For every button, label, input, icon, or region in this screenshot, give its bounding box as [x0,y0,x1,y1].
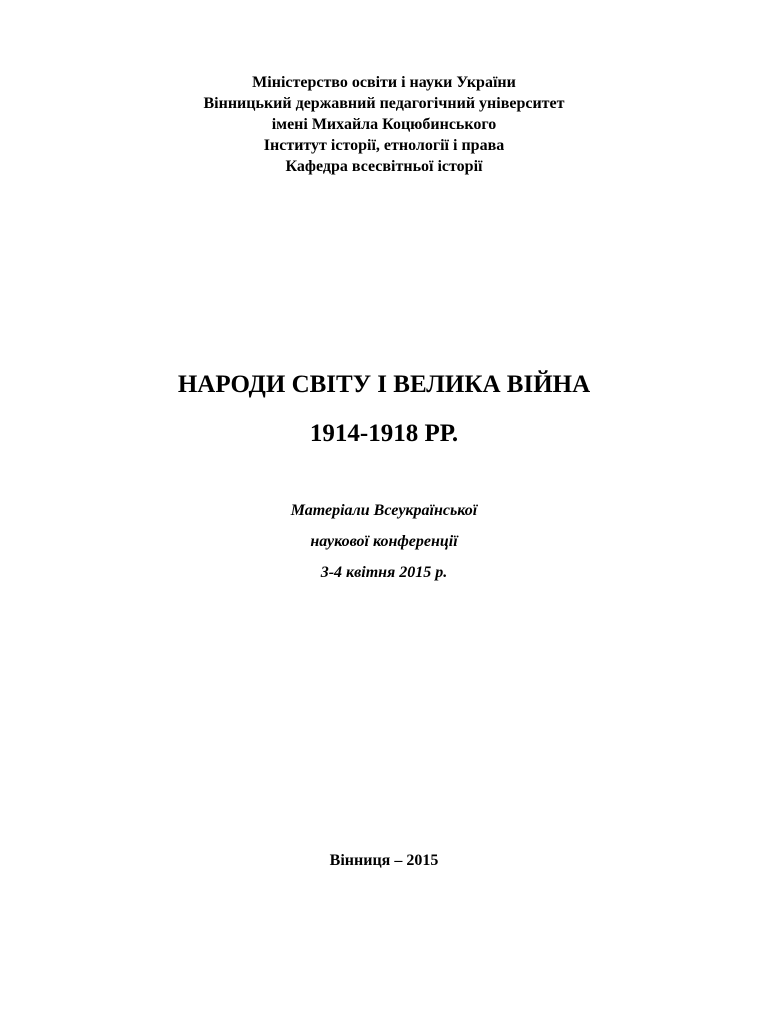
subtitle-line-date: 3-4 квітня 2015 р. [320,564,448,581]
document-title: НАРОДИ СВІТУ І ВЕЛИКА ВІЙНА [177,371,591,398]
department-line: Кафедра всесвітньої історії [285,158,483,175]
institution-header [0,72,768,177]
document-title-years: 1914-1918 РР. [309,420,459,447]
institute-line: Інститут історії, етнології і права [263,137,505,154]
subtitle-line-materials: Матеріали Всеукраїнської [290,502,478,519]
place-and-year: Вінниця – 2015 [329,852,439,869]
university-line: Вінницький державний педагогічний університет [203,95,565,112]
ministry-line: Міністерство освіти і науки України [252,74,516,91]
subtitle-line-conference: наукової конференції [310,533,458,550]
university-name-line: імені Михайла Коцюбинського [271,116,497,133]
conference-subtitle [0,495,768,588]
